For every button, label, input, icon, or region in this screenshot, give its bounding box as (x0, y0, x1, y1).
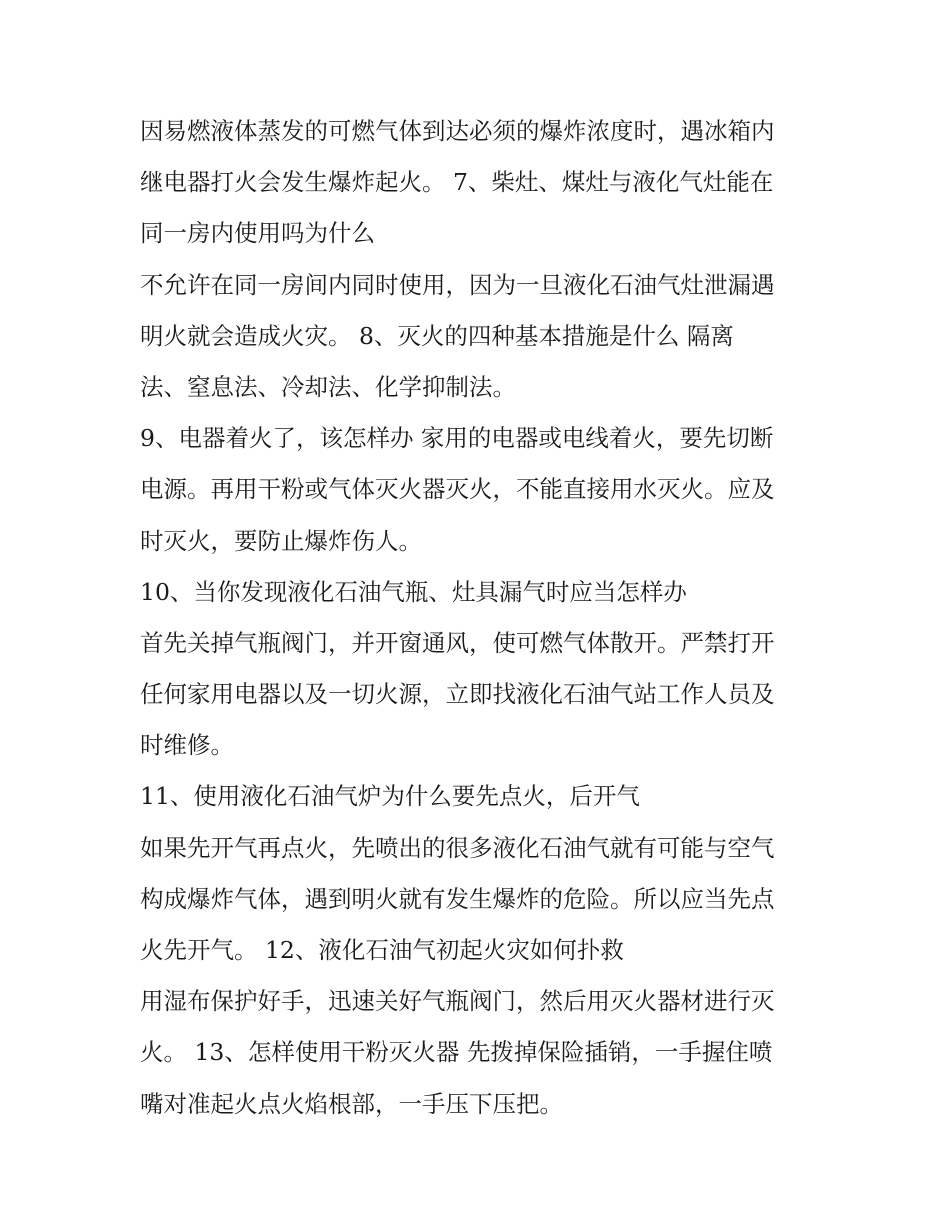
text-line: 电源。再用干粉或气体灭火器灭火，不能直接用水灭火。应及 (140, 475, 775, 504)
document-body (140, 106, 820, 1130)
text-line: 11、使用液化石油气炉为什么要先点火，后开气 (140, 782, 640, 811)
text-line: 10、当你发现液化石油气瓶、灶具漏气时应当怎样办 (140, 577, 687, 606)
text-line: 构成爆炸气体，遇到明火就有发生爆炸的危险。所以应当先点 (140, 884, 775, 913)
text-line: 任何家用电器以及一切火源，立即找液化石油气站工作人员及 (140, 680, 775, 709)
text-line: 用湿布保护好手，迅速关好气瓶阀门，然后用灭火器材进行灭 (140, 987, 775, 1016)
text-line: 火先开气。 12、液化石油气初起火灾如何扑救 (140, 936, 624, 964)
text-line: 不允许在同一房间内同时使用，因为一旦液化石油气灶泄漏遇 (140, 270, 775, 299)
text-line: 因易燃液体蒸发的可燃气体到达必须的爆炸浓度时，遇冰箱内 (140, 117, 775, 145)
text-line: 时灭火，要防止爆炸伤人。 (140, 526, 422, 555)
text-line: 9、电器着火了，该怎样办 家用的电器或电线着火，要先切断 (140, 424, 774, 453)
text-line: 如果先开气再点火，先喷出的很多液化石油气就有可能与空气 (140, 833, 775, 862)
text-line: 嘴对准起火点火焰根部，一手压下压把。 (140, 1089, 563, 1118)
text-line: 时维修。 (140, 731, 234, 760)
text-line: 明火就会造成火灾。 8、灭火的四种基本措施是什么 隔离 (140, 321, 734, 350)
text-line: 继电器打火会发生爆炸起火。 7、柴灶、煤灶与液化气灶能在 (140, 168, 774, 197)
text-line: 首先关掉气瓶阀门，并开窗通风，使可燃气体散开。严禁打开 (140, 628, 775, 657)
text-line: 同一房内使用吗为什么 (140, 219, 375, 248)
text-line: 火。 13、怎样使用干粉灭火器 先拨掉保险插销，一手握住喷 (140, 1038, 773, 1067)
text-line: 法、窒息法、冷却法、化学抑制法。 (140, 372, 516, 401)
